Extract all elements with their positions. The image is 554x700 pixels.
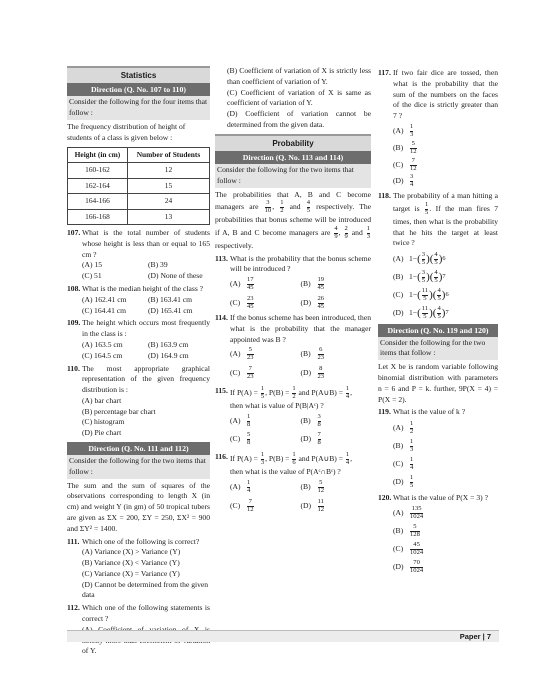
question-number: 108. bbox=[67, 284, 81, 294]
option-b: (B) $\frac{6}{23}$ bbox=[300, 346, 325, 362]
page-footer bbox=[67, 630, 499, 642]
question-text: If the bonus scheme has been introduced, then what is the probability that the manager appointed was B ? bbox=[230, 312, 371, 344]
question-text: What is the probability that the bonus scheme will be introduced ? bbox=[230, 253, 371, 274]
option-a: (A) $\frac{1}{4}$ bbox=[230, 478, 251, 494]
question-text: The most appropriate graphical representation of the given frequency distribution is : bbox=[82, 363, 210, 395]
option-b: (B) $\frac{5}{12}$ bbox=[300, 478, 325, 494]
option-b: (B) percentage bar chart bbox=[82, 406, 156, 416]
option-a: (A) $\frac{1}{3}$ bbox=[393, 122, 414, 138]
question-number: 112. bbox=[67, 603, 80, 613]
question-111 bbox=[67, 537, 210, 548]
question-text: then what is value of P(B|Aᶜ) ? bbox=[230, 400, 324, 410]
options-117 bbox=[378, 124, 498, 189]
option-c: (C) $\frac{7}{12}$ bbox=[230, 497, 254, 513]
paragraph-text: respectively. bbox=[215, 240, 254, 250]
option-a: (A) bar chart bbox=[82, 395, 122, 405]
table-cell: 164-166 bbox=[68, 194, 128, 210]
direction-113-114: Direction (Q. No. 113 and 114) bbox=[215, 151, 371, 164]
option-b: (B) $\frac{5}{128}$ bbox=[393, 523, 420, 539]
option-b: (B) 1− ( $\frac{3}{5}$ ) ( $\frac{4}{5}$ ) 7 bbox=[393, 269, 446, 285]
options-108 bbox=[67, 295, 210, 317]
option-c: (C) $\frac{1}{4}$ bbox=[393, 455, 414, 471]
fraction: $\frac{1}{3}$ bbox=[366, 225, 370, 240]
option-a: (A) $\frac{5}{23}$ bbox=[230, 346, 254, 362]
question-110 bbox=[67, 364, 210, 396]
option-d: (D) 1− ( $\frac{11}{5}$ ) ( $\frac{4}{5}$ ) 7 bbox=[393, 304, 449, 320]
options-114 bbox=[215, 347, 371, 381]
option-b: (B) Variance (X) < Variance (Y) bbox=[82, 558, 180, 568]
direction-119-120: Direction (Q. No. 119 and 120) bbox=[378, 324, 498, 337]
option-b: (B) Coefficient of variation of X is strictly less than coefficient of variation of Y. bbox=[227, 66, 371, 86]
fraction: $\frac{4}{5}$ bbox=[306, 199, 311, 215]
table-cell: 162-164 bbox=[68, 178, 128, 194]
option-c: (C) $\frac{45}{1024}$ bbox=[393, 541, 424, 556]
option-b: (B) 39 bbox=[148, 260, 168, 270]
option-c: (C) $\frac{5}{8}$ bbox=[230, 431, 251, 447]
question-107 bbox=[67, 228, 210, 260]
section-title-probability: Probability bbox=[215, 134, 371, 151]
option-d: (D) Coefficient of variation cannot be determined from the given data. bbox=[227, 109, 371, 129]
option-d: (D) $\frac{7}{8}$ bbox=[300, 431, 321, 447]
question-text: If two fair dice are tossed, then what is the probability that the sum of the numbers on the faces of the dice is strictly greater than 7 ? bbox=[393, 68, 498, 121]
question-text: The probability of a man hitting a target is bbox=[393, 191, 498, 214]
option-a: (A) $\frac{1}{2}$ bbox=[393, 420, 414, 436]
option-d: (D) Pie chart bbox=[82, 428, 122, 438]
option-b: (B) $\frac{1}{3}$ bbox=[393, 438, 414, 453]
table-header: Height (in cm) bbox=[68, 147, 128, 163]
direction-111-112: Direction (Q. No. 111 and 112) bbox=[67, 442, 210, 455]
option-b: (B) $\frac{19}{45}$ bbox=[300, 276, 325, 292]
question-120 bbox=[378, 493, 498, 504]
option-a: (A) 162.41 cm bbox=[82, 294, 127, 304]
paragraph-111: The sum and the sum of squares of the observations corresponding to length X (in cm) and weight Y (in gm) of 50 tropical tubers are given as ΣX = 200, ΣY = 250, ΣX² = 900 and ΣY² = 1400. bbox=[67, 480, 210, 533]
option-c: (C) Coefficient of variation of X is same as coefficient of variation of Y. bbox=[227, 87, 371, 108]
question-number: 109. bbox=[67, 318, 81, 328]
options-107 bbox=[67, 260, 210, 282]
question-text: . If the man fires 7 times, then what is the probability that he hits the target at least twice ? bbox=[393, 204, 498, 248]
option-d: (D) $\frac{3}{4}$ bbox=[393, 173, 414, 189]
question-108 bbox=[67, 284, 210, 295]
option-c: (C) 51 bbox=[82, 271, 102, 281]
question-number: 115. bbox=[215, 385, 228, 395]
paragraph-113: The probabilities that A, B and C become managers are $\frac{3}{10}$ , $\frac{1}{2}$ and $\frac{4}{5}$ respectively. The probabilities that bonus scheme will be introduced if A, B and C become managers are $\frac{4}{9}$ , $\frac{2}{9}$ and $\frac{1}{3}$ respectively. bbox=[215, 189, 372, 250]
section-title-statistics: Statistics bbox=[67, 66, 210, 83]
options-109 bbox=[67, 340, 210, 362]
question-text: Which one of the following statements is correct ? bbox=[82, 603, 210, 623]
question-number: 116. bbox=[215, 452, 228, 462]
options-110 bbox=[67, 396, 210, 439]
option-b: (B) 163.41 cm bbox=[148, 294, 193, 304]
question-text: What is the value of k ? bbox=[393, 407, 466, 417]
question-text: If P(A) = bbox=[230, 388, 258, 398]
option-d: (D) Cannot be determined from the given data bbox=[82, 579, 209, 600]
table-cell: 160-162 bbox=[68, 163, 128, 179]
paragraph-text: respectively. The probabilities that bonus scheme will be introduced if A, B and C become managers are bbox=[215, 202, 372, 238]
option-c: (C) 164.5 cm bbox=[82, 350, 123, 360]
question-number: 120. bbox=[378, 492, 392, 502]
question-112 bbox=[67, 603, 210, 625]
table-header-row bbox=[68, 147, 210, 163]
paragraph-text: The probabilities that A, B and C become managers are bbox=[215, 189, 371, 212]
option-b: (B) 163.9 cm bbox=[148, 339, 189, 349]
option-c: (C) histogram bbox=[82, 417, 125, 427]
question-number: 114. bbox=[215, 312, 228, 322]
direction-note: Consider the following for the two items that follow : bbox=[215, 164, 371, 188]
question-118: 118. The probability of a man hitting a target is $\frac{1}{5}$ . If the man fires 7 times, then what is the probability that he hits the target at least twice ? bbox=[378, 191, 498, 248]
option-d: (D) $\frac{26}{45}$ bbox=[300, 295, 325, 311]
options-120 bbox=[378, 506, 498, 574]
question-text: If P(A) = bbox=[230, 454, 258, 464]
question-text: The height which occurs most frequently in the class is : bbox=[82, 318, 210, 339]
options-119 bbox=[378, 421, 498, 489]
option-b: (B) $\frac{5}{12}$ bbox=[393, 139, 417, 155]
question-116: 116. If P(A) = $\frac{1}{3}$ , P(B) = $\frac{1}{6}$ and P(A∪B) = $\frac{1}{4}$ , then what is the value of P(Aᶜ∩Bᶜ) ? bbox=[215, 451, 353, 477]
paragraph-119: Let X be is random variable following binomial distribution with parameters n = 6 and P = k. further, 9P(X = 4) = P(X = 2). bbox=[378, 362, 498, 404]
question-number: 113. bbox=[215, 253, 228, 263]
option-c: (C) $\frac{23}{45}$ bbox=[230, 295, 254, 311]
table-cell: 12 bbox=[127, 163, 209, 179]
fraction: $\frac{3}{10}$ bbox=[264, 199, 272, 215]
fraction: $\frac{4}{9}$ bbox=[334, 225, 338, 240]
question-113 bbox=[215, 254, 371, 276]
options-115 bbox=[215, 414, 371, 448]
column-2 bbox=[215, 66, 371, 514]
option-a: (A) 163.5 cm bbox=[82, 339, 123, 349]
question-text: What is the total number of students whose height is less than or equal to 165 cm ? bbox=[82, 228, 210, 259]
option-d: (D) None of these bbox=[148, 271, 203, 281]
question-115: 115. If P(A) = $\frac{1}{5}$ , P(B) = $\frac{1}{2}$ and P(A∪B) = $\frac{1}{4}$ , then what is value of P(B|Aᶜ) ? bbox=[215, 384, 353, 410]
option-d: (D) $\frac{70}{1024}$ bbox=[393, 558, 424, 574]
question-number: 117. bbox=[378, 68, 391, 77]
question-117 bbox=[378, 68, 498, 122]
option-c: (C) 164.41 cm bbox=[82, 305, 127, 315]
question-text: What is the median height of the class ? bbox=[82, 284, 204, 294]
option-c: (C) $\frac{7}{12}$ bbox=[393, 156, 417, 172]
option-a: (A) $\frac{1}{8}$ bbox=[230, 412, 251, 428]
option-d: (D) $\frac{8}{23}$ bbox=[300, 365, 325, 381]
question-number: 111. bbox=[67, 536, 80, 546]
direction-107-110: Direction (Q. No. 107 to 110) bbox=[67, 83, 210, 96]
question-text: then what is the value of P(Aᶜ∩Bᶜ) ? bbox=[230, 467, 341, 477]
question-number: 110. bbox=[67, 363, 80, 373]
question-119 bbox=[378, 407, 498, 418]
options-116 bbox=[215, 480, 371, 514]
options-113 bbox=[215, 277, 371, 311]
question-number: 118. bbox=[378, 191, 391, 201]
table-row bbox=[68, 163, 210, 179]
option-a: (A) $\frac{135}{1024}$ bbox=[393, 505, 424, 521]
frequency-table bbox=[67, 147, 210, 226]
column-1 bbox=[67, 66, 210, 657]
table-header: Number of Students bbox=[127, 147, 209, 163]
column-3 bbox=[378, 66, 498, 578]
table-cell: 15 bbox=[127, 178, 209, 194]
table-row bbox=[68, 209, 210, 225]
option-a: (A) $\frac{17}{45}$ bbox=[230, 276, 254, 292]
option-b: (B) $\frac{3}{8}$ bbox=[300, 412, 321, 428]
page-number: Paper | 7 bbox=[459, 632, 491, 641]
direction-note: Consider the following for the four items that follow : bbox=[67, 96, 210, 120]
fraction: $\frac{1}{2}$ bbox=[280, 199, 284, 215]
frequency-intro: The frequency distribution of height of students of a class is given below : bbox=[67, 121, 186, 142]
option-a: of Y. bbox=[82, 646, 97, 656]
option-c: (C) $\frac{7}{23}$ bbox=[230, 365, 254, 381]
option-d: (D) $\frac{1}{5}$ bbox=[393, 473, 414, 489]
question-text: What is the value of P(X = 3) ? bbox=[393, 492, 488, 502]
question-number: 107. bbox=[67, 228, 81, 238]
table-cell: 24 bbox=[127, 194, 209, 210]
option-a: (A) 1− ( $\frac{3}{5}$ ) ( $\frac{4}{5}$ ) 6 bbox=[393, 251, 446, 267]
options-111 bbox=[67, 547, 210, 601]
direction-note: Consider the following for the two items that follow : bbox=[67, 455, 210, 479]
table-row bbox=[68, 194, 210, 210]
option-a: (A) 15 bbox=[82, 260, 103, 270]
fraction: $\frac{2}{9}$ bbox=[344, 225, 348, 240]
table-cell: 166-168 bbox=[68, 209, 128, 225]
question-text: Which one of the following is correct? bbox=[82, 536, 200, 546]
option-a: (A) Variance (X) > Variance (Y) bbox=[82, 547, 181, 557]
option-c: (C) Variance (X) = Variance (Y) bbox=[82, 568, 180, 578]
option-d: (D) 164.9 cm bbox=[148, 350, 189, 360]
direction-note: Consider the following for the two items that follow : bbox=[378, 337, 498, 361]
question-number: 119. bbox=[378, 407, 391, 417]
table-cell: 13 bbox=[127, 209, 209, 225]
question-114 bbox=[215, 313, 371, 345]
question-109 bbox=[67, 318, 210, 340]
options-112-cont bbox=[215, 66, 371, 131]
option-d: (D) $\frac{11}{12}$ bbox=[300, 497, 325, 513]
options-118 bbox=[378, 252, 498, 320]
option-c: (C) 1− ( $\frac{11}{5}$ ) ( $\frac{4}{5}$ ) 6 bbox=[393, 286, 449, 302]
option-d: (D) 165.41 cm bbox=[148, 305, 193, 315]
table-row bbox=[68, 178, 210, 194]
